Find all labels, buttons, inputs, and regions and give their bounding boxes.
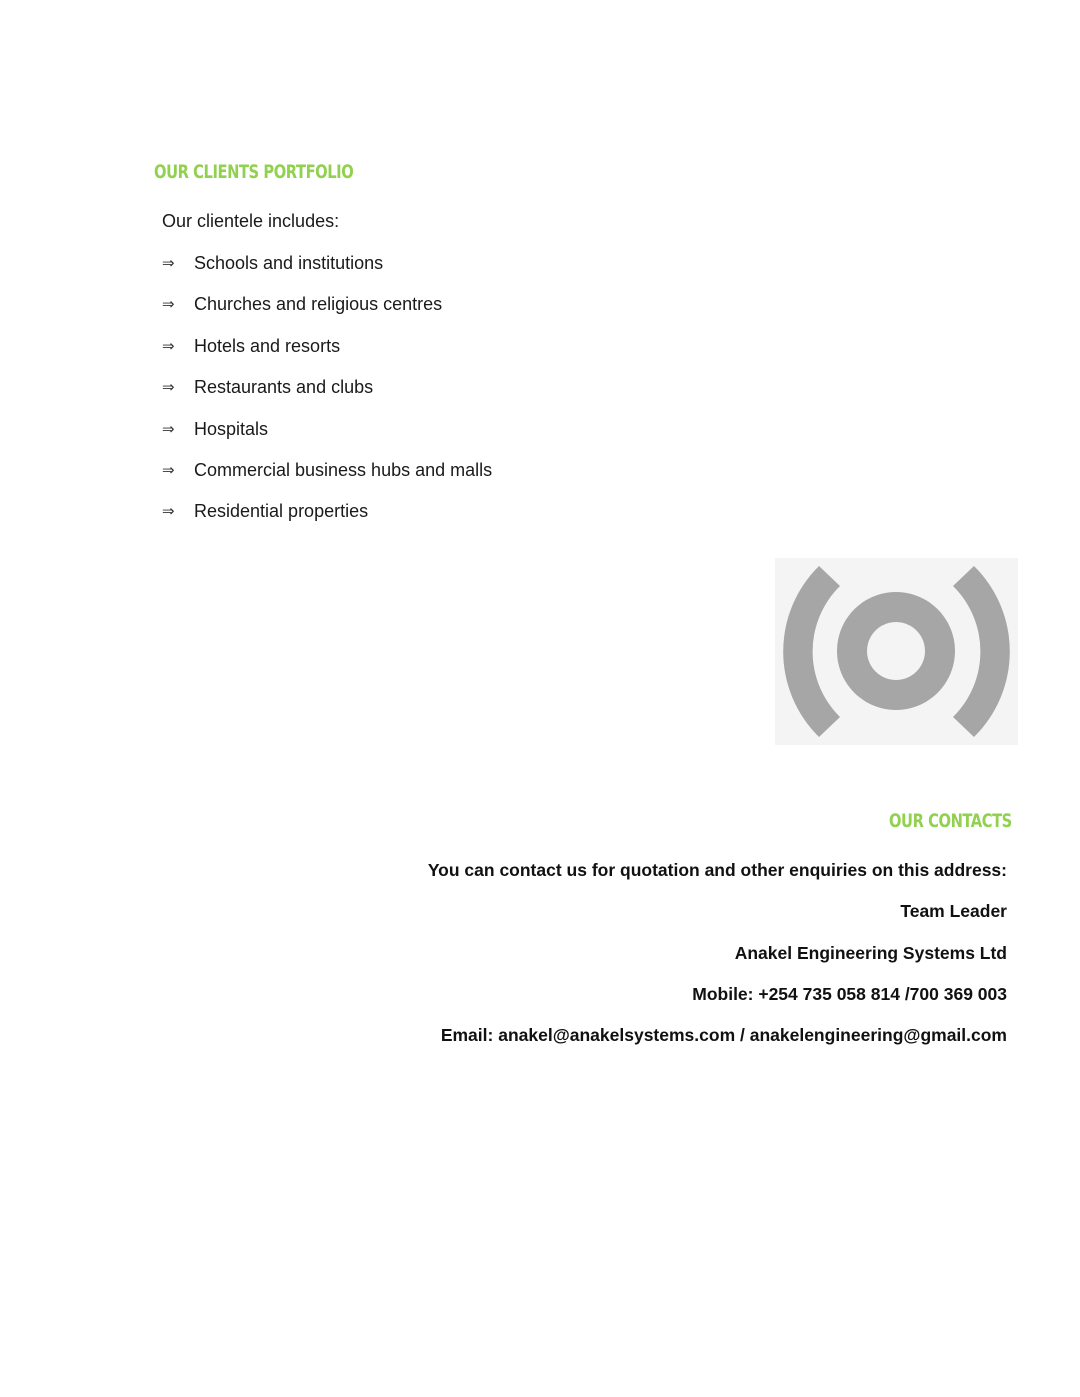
- concentric-rings-logo-icon: [775, 558, 1018, 745]
- list-item: [162, 377, 492, 418]
- contacts-heading: OUR CONTACTS: [889, 810, 1012, 832]
- list-item: [162, 460, 492, 501]
- company-name: Anakel Engineering Systems Ltd: [734, 942, 1007, 963]
- list-item: [162, 294, 492, 335]
- clientele-intro: Our clientele includes:: [162, 211, 340, 231]
- double-arrow-icon: ⇒: [162, 337, 175, 355]
- double-arrow-icon: ⇒: [162, 379, 175, 397]
- clients-portfolio-heading: OUR CLIENTS PORTFOLIO: [154, 161, 354, 183]
- list-item: [162, 501, 492, 542]
- double-arrow-icon: ⇒: [162, 503, 175, 521]
- list-item-label: Commercial business hubs and malls: [194, 459, 493, 480]
- clients-list: [162, 253, 492, 543]
- contact-role: Team Leader: [900, 901, 1007, 922]
- double-arrow-icon: ⇒: [162, 255, 175, 272]
- list-item: [162, 253, 492, 294]
- list-item: [162, 336, 492, 377]
- contact-details: [428, 860, 1007, 1066]
- list-item-label: Schools and institutions: [194, 253, 384, 273]
- mobile-numbers: Mobile: +254 735 058 814 /700 369 003: [692, 983, 1007, 1004]
- double-arrow-icon: ⇒: [162, 420, 175, 438]
- list-item-label: Residential properties: [194, 501, 369, 522]
- list-item-label: Churches and religious centres: [194, 294, 443, 315]
- double-arrow-icon: ⇒: [162, 296, 175, 314]
- list-item-label: Restaurants and clubs: [194, 377, 374, 398]
- email-addresses: Email: anakel@anakelsystems.com / anakelengineering@gmail.com: [440, 1025, 1007, 1046]
- contact-intro: You can contact us for quotation and other enquiries on this address:: [427, 860, 1007, 880]
- double-arrow-icon: ⇒: [162, 461, 175, 479]
- list-item-label: Hospitals: [194, 418, 269, 439]
- list-item: [162, 419, 492, 460]
- list-item-label: Hotels and resorts: [194, 335, 341, 356]
